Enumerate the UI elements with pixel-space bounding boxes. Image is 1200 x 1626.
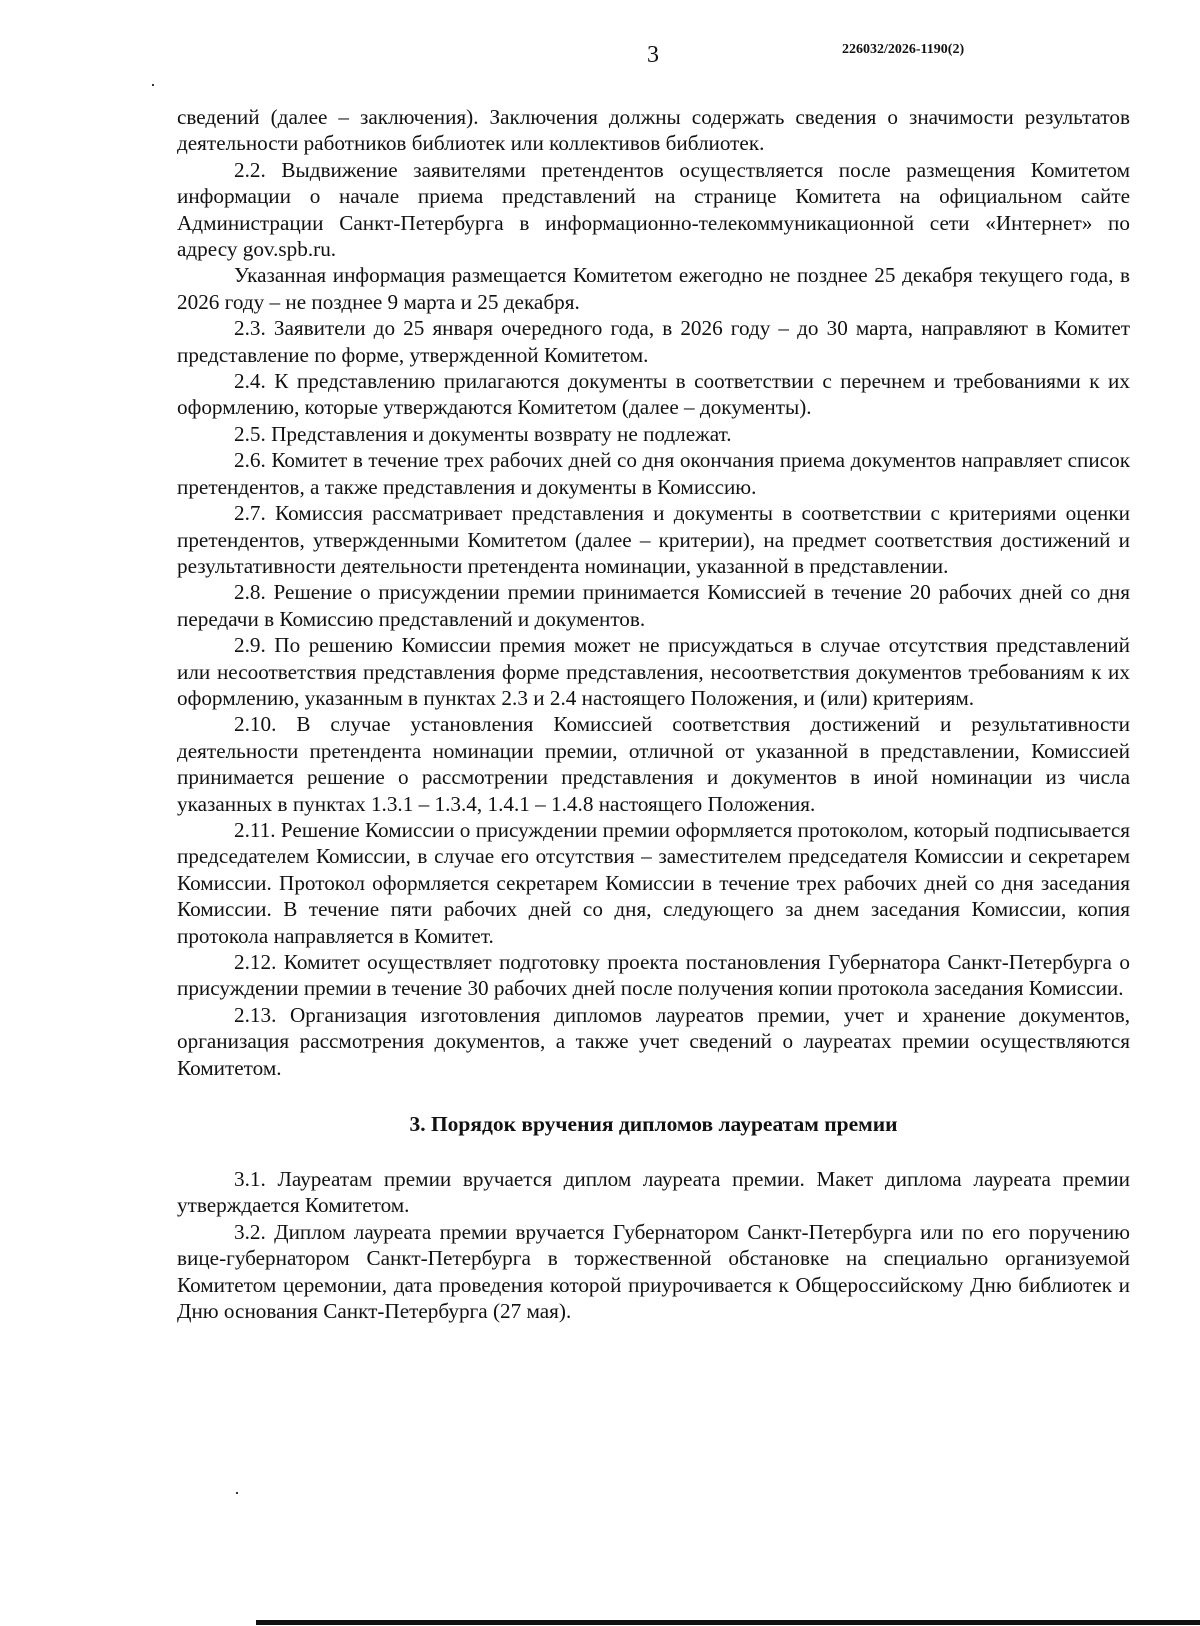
scan-edge-rule (256, 1620, 1200, 1625)
page-number: 3 (647, 42, 659, 68)
paragraph-2-8: 2.8. Решение о присуждении премии принимается Комиссией в течение 20 рабочих дней со дня передачи в Комиссию представлений и документов. (177, 580, 1130, 631)
paragraph-3-1: 3.1. Лауреатам премии вручается диплом лауреата премии. Макет диплома лауреата премии утверждается Комитетом. (177, 1167, 1130, 1218)
paragraph-2-2: 2.2. Выдвижение заявителями претендентов осуществляется после размещения Комитетом информации о начале приема представлений на странице Комитета на официальном сайте Администрации Санкт-Петербурга в информационно-телекоммуникационной сети «Интернет» по адресу gov.spb.ru. (177, 157, 1130, 262)
paragraph-2-11: 2.11. Решение Комиссии о присуждении премии оформляется протоколом, который подписывается председателем Комиссии, в случае его отсутствия – заместителем председателя Комиссии и секретарем Комиссии. Протокол оформляется секретарем Комиссии в течение трех рабочих дней со дня заседания Комиссии. В течение пяти рабочих дней со дня, следующего за днем заседания Комиссии, копия протокола направляется в Комитет. (177, 817, 1130, 948)
paragraph-2-6: 2.6. Комитет в течение трех рабочих дней со дня окончания приема документов направляет список претендентов, а также представления и документы в Комиссию. (177, 448, 1130, 499)
scan-speck (152, 84, 154, 86)
paragraph-2-13: 2.13. Организация изготовления дипломов лауреатов премии, учет и хранение документов, организация рассмотрения документов, а также учет сведений о лауреатах премии осуществляются Комитетом. (177, 1002, 1130, 1080)
paragraph-3-2: 3.2. Диплом лауреата премии вручается Губернатором Санкт-Петербурга или по его поручению вице-губернатором Санкт-Петербурга в торжественной обстановке на специально организуемой Комитетом церемонии, дата проведения которой приурочивается к Общероссийскому Дню библиотек и Дню основания Санкт-Петербурга (27 мая). (177, 1219, 1130, 1324)
paragraph-2-2-note: Указанная информация размещается Комитетом ежегодно не позднее 25 декабря текущего года, в 2026 году – не позднее 9 марта и 25 декабря. (177, 263, 1130, 314)
document-body (177, 104, 1130, 1324)
scan-speck (236, 1492, 238, 1494)
paragraph-2-7: 2.7. Комиссия рассматривает представления и документы в соответствии с критериями оценки претендентов, утвержденными Комитетом (далее – критерии), на предмет соответствия достижений и результативности деятельности претендента номинации, указанной в представлении. (177, 501, 1130, 578)
paragraph-2-9: 2.9. По решению Комиссии премия может не присуждаться в случае отсутствия представлений или несоответствия представления форме представления, несоответствия документов требованиям к их оформлению, указанным в пунктах 2.3 и 2.4 настоящего Положения, и (или) критериям. (177, 633, 1130, 710)
paragraph-2-5: 2.5. Представления и документы возврату не подлежат. (234, 421, 732, 446)
paragraph-2-4: 2.4. К представлению прилагаются документы в соответствии с перечнем и требованиями к их оформлению, которые утверждаются Комитетом (далее – документы). (177, 369, 1130, 420)
paragraph-2-12: 2.12. Комитет осуществляет подготовку проекта постановления Губернатора Санкт-Петербурга о присуждении премии в течение 30 рабочих дней после получения копии протокола заседания Комиссии. (177, 950, 1130, 1001)
paragraph-continuation: сведений (далее – заключения). Заключения должны содержать сведения о значимости результатов деятельности работников библиотек или коллективов библиотек. (177, 105, 1130, 156)
paragraph-2-10: 2.10. В случае установления Комиссией соответствия достижений и результативности деятельности претендента номинации премии, отличной от указанной в представлении, Комиссией принимается решение о рассмотрении представления и документов в иной номинации из числа указанных в пунктах 1.3.1 – 1.3.4, 1.4.1 – 1.4.8 настоящего Положения. (177, 712, 1130, 816)
document-code: 226032/2026-1190(2) (842, 42, 965, 57)
section-heading: 3. Порядок вручения дипломов лауреатам премии (409, 1112, 898, 1137)
paragraph-2-3: 2.3. Заявители до 25 января очередного года, в 2026 году – до 30 марта, направляют в Комитет представление по форме, утвержденной Комитетом. (177, 316, 1130, 367)
